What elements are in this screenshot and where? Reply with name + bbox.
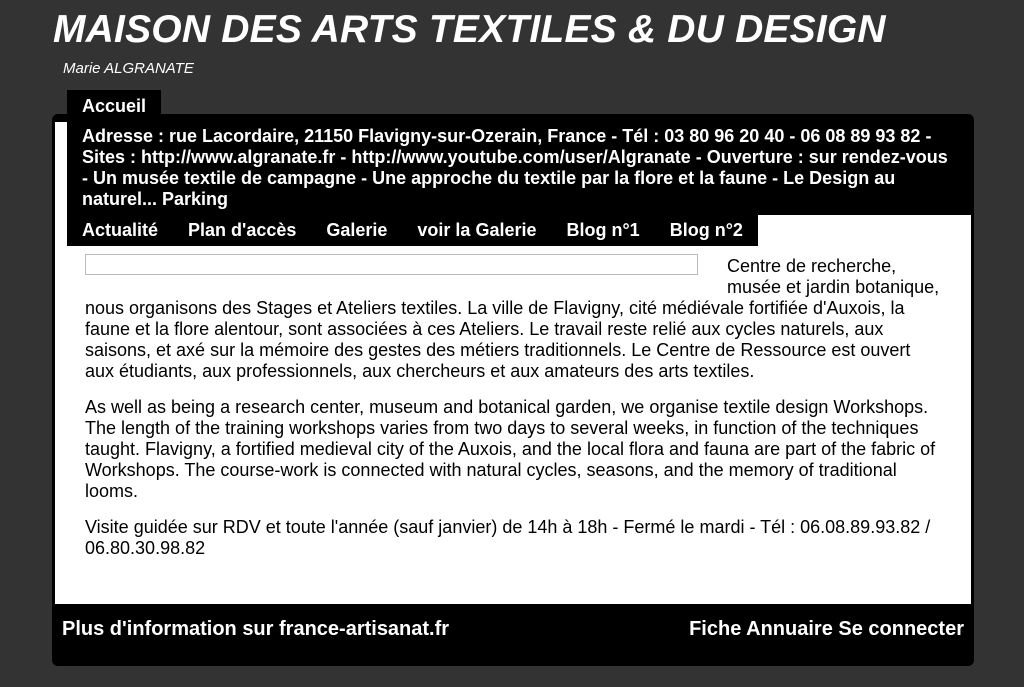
visit-info: Visite guidée sur RDV et toute l'année (sauf janvier) de 14h à 18h - Fermé le mardi - Tél : 06.08.89.93.82 / 06.80.30.98.82 — [85, 517, 931, 558]
nav-item-actualite[interactable]: Actualité — [82, 220, 159, 240]
footer-info-prefix: Plus d'information sur — [62, 618, 274, 640]
fiche-annuaire-link[interactable]: Fiche Annuaire — [689, 618, 833, 640]
paragraph-english: As well as being a research center, museum and botanical garden, we organise textile design Workshops. The length of the training workshops varies from two days to several weeks, in function of the techniques taught. Flavigny, a fortified medieval city of the Auxois, and the local flora and fauna are part of the fabric of Workshops. The course-work is connected with natural cycles, seasons, and the memory of traditional looms. — [85, 397, 936, 501]
embedded-media-placeholder[interactable] — [85, 254, 698, 275]
main-nav — [67, 215, 758, 246]
site-subtitle: Marie ALGRANATE — [63, 60, 194, 77]
address-bar: Adresse : rue Lacordaire, 21150 Flavigny-sur-Ozerain, France - Tél : 03 80 96 20 40 - 06 08 89 93 82 - Sites : http://www.algranate.fr - http://www.youtube.com/user/Algranate - Ouverture : sur rendez-vous - Un musée textile de campagne - Une approche du textile par la flore et la faune - Le Design au naturel... Parking — [67, 122, 971, 215]
nav-item-voir-galerie[interactable]: voir la Galerie — [417, 220, 537, 240]
paragraph-french: Centre de recherche, musée et jardin botanique, nous organisons des Stages et Ateliers textiles. La ville de Flavigny, cité médiévale fortifiée d'Auxois, la faune et la flore alentour, sont associées à ces Ateliers. Le travail reste relié aux cycles naturels, aux saisons, et axé sur la mémoire des gestes des métiers traditionnels. Le Centre de Ressource est ouvert aux étudiants, aux professionnels, aux chercheurs et aux amateurs des arts textiles. — [85, 256, 940, 381]
footer-links — [689, 618, 964, 641]
tab-accueil[interactable]: Accueil — [67, 90, 161, 122]
france-artisanat-link[interactable]: france-artisanat.fr — [279, 618, 450, 640]
nav-item-blog-2[interactable]: Blog n°2 — [669, 220, 743, 240]
footer-info — [62, 618, 449, 641]
site-title: MAISON DES ARTS TEXTILES & DU DESIGN — [53, 8, 886, 51]
se-connecter-link[interactable]: Se connecter — [838, 618, 964, 640]
main-content — [85, 256, 941, 574]
nav-item-blog-1[interactable]: Blog n°1 — [566, 220, 640, 240]
nav-item-plan-acces[interactable]: Plan d'accès — [188, 220, 297, 240]
nav-item-galerie[interactable]: Galerie — [326, 220, 388, 240]
